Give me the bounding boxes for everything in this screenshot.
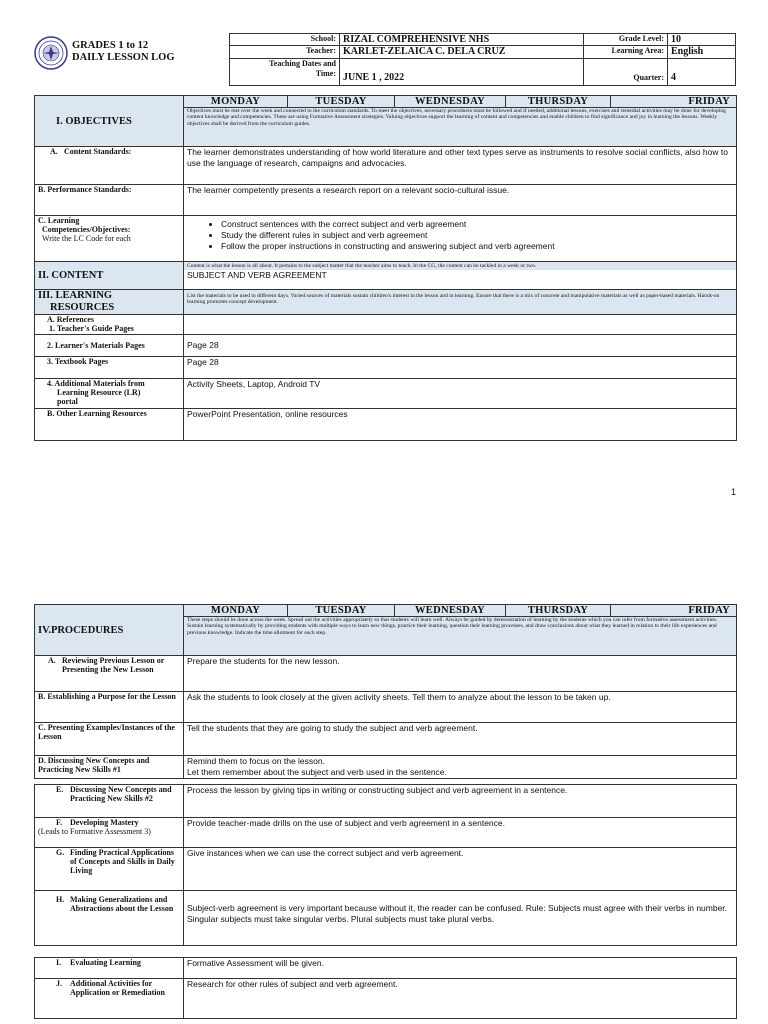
grade-value: 10 [668,34,736,46]
content-standards-label: A. Content Standards: [35,147,184,185]
area-value: English [668,46,736,59]
step-j-value: Research for other rules of subject and verb agreement. [184,979,737,1019]
competencies-list [184,216,737,262]
dates-value: JUNE 1 , 2022 [340,59,584,86]
form-title-line2: DAILY LESSON LOG [72,52,175,63]
day-tuesday: TUESDAY [288,605,395,617]
other-resources-value: PowerPoint Presentation, online resources [184,409,737,441]
step-h-label: H. Making Generalizations and Abstractions about the Lesson [35,891,184,946]
learners-materials-label: 2. Learner's Materials Pages [35,335,184,357]
additional-materials-value: Activity Sheets, Laptop, Android TV [184,379,737,409]
step-h-value: Subject-verb agreement is very important because without it, the reader can be confused. Rule: Subjects must agree with their verbs in number. Singular subjects must take singular verbs. Plural subjects must take plural verbs. [184,891,737,946]
teacher-label: Teacher: [230,46,340,59]
day-wednesday: WEDNESDAY [395,96,506,108]
procedures-heading: IV.PROCEDURES [35,605,184,656]
additional-materials-label: 4. Additional Materials from Learning Resource (LR) portal [35,379,184,409]
header-table [229,33,736,86]
references-label: A. References 1. Teacher's Guide Pages [35,315,184,335]
procedures-note: These steps should be done across the week. Spread out the activities appropriately so that students will learn well. Always be guided by demonstration of learning by the students which you can infer from formative assessment activities. Sustain learning systematically by providing students with multiple ways to learn new things, practice their learning, question their learning processes, and draw conclusions about what they learned in relation to their life experiences and previous knowledge. Indicate the time allotment for each step. [184,617,737,656]
quarter-label: Quarter: [584,59,668,86]
day-monday: MONDAY [184,96,288,108]
step-i-value: Formative Assessment will be given. [184,958,737,979]
step-c-value: Tell the students that they are going to study the subject and verb agreement. [184,723,737,756]
teacher-value: KARLET-ZELAICA C. DELA CRUZ [340,46,584,59]
textbook-value: Page 28 [184,357,737,379]
step-e-label: E. Discussing New Concepts and Practicing New Skills #2 [35,785,184,818]
competency-item: • Construct sentences with the correct subject and verb agreement [221,219,733,230]
step-g-label: G. Finding Practical Applications of Concepts and Skills in Daily Living [35,848,184,891]
step-d-label: D. Discussing New Concepts and Practicing New Skills #1 [35,756,184,779]
deped-seal [34,36,68,70]
step-f-label: F. Developing Mastery (Leads to Formative Assessment 3) [35,818,184,848]
form-title-line1: GRADES 1 to 12 [72,40,149,51]
resources-heading: III. LEARNING RESOURCES [35,290,184,315]
content-value: SUBJECT AND VERB AGREEMENT [187,270,327,281]
resources-note: List the materials to be used in different days. Varied sources of materials sustain children's interest in the lesson and in learning. Ensure that there is a mix of concrete and manipulative materials as well as paper-based materials. Hands-on learning promotes concept development. [184,290,737,315]
step-i-label: I. Evaluating Learning [35,958,184,979]
procedures-table [34,604,737,1019]
day-friday: FRIDAY [611,605,737,617]
day-monday: MONDAY [184,605,288,617]
step-b-value: Ask the students to look closely at the given activity sheets. Tell them to analyze about the lesson to be taken up. [184,692,737,723]
content-heading: II. CONTENT [35,262,184,290]
day-thursday: THURSDAY [506,605,611,617]
step-e-value: Process the lesson by giving tips in writing or constructing subject and verb agreement in a sentence. [184,785,737,818]
textbook-label: 3. Textbook Pages [35,357,184,379]
school-label: School: [230,34,340,46]
page-number: 1 [731,487,737,497]
area-label: Learning Area: [584,46,668,59]
objectives-table [34,95,737,441]
content-note: Content is what the lesson is all about. It pertains to the subject matter that the teacher aims to teach. In the CG, the content can be tackled in a week or two. [184,262,736,270]
content-cell [184,262,737,290]
day-friday: FRIDAY [611,96,737,108]
teachers-guide-value [184,315,737,335]
quarter-value: 4 [668,59,736,86]
learners-materials-value: Page 28 [184,335,737,357]
competencies-label: C. Learning Competencies/Objectives: Write the LC Code for each [35,216,184,262]
step-a-label: A. Reviewing Previous Lesson or Presenting the New Lesson [35,656,184,692]
school-value: RIZAL COMPREHENSIVE NHS [340,34,584,46]
step-d-value: Remind them to focus on the lesson. Let them remember about the subject and verb used in the sentence. [184,756,737,779]
performance-standards-value: The learner competently presents a research report on a relevant socio-cultural issue. [184,185,737,216]
competency-item: • Follow the proper instructions in constructing and answering subject and verb agreement [221,241,733,252]
day-wednesday: WEDNESDAY [395,605,506,617]
competency-item: • Study the different rules in subject and verb agreement [221,230,733,241]
performance-standards-label: B. Performance Standards: [35,185,184,216]
other-resources-label: B. Other Learning Resources [35,409,184,441]
content-standards-value: The learner demonstrates understanding of how world literature and other text types serve as instruments to resolve social conflicts, also how to use the language of research, campaigns and advocacies. [184,147,737,185]
objectives-heading: I. OBJECTIVES [35,96,184,147]
step-g-value: Give instances when we can use the correct subject and verb agreement. [184,848,737,891]
grade-label: Grade Level: [584,34,668,46]
dates-label: Teaching Dates and Time: [230,59,340,86]
step-c-label: C. Presenting Examples/Instances of the Lesson [35,723,184,756]
day-thursday: THURSDAY [506,96,611,108]
objectives-note: Objectives must be met over the week and connected to the curriculum standards. To meet the objectives, necessary procedures must be followed and if needed, additional lessons, exercises and remedial activities may be done for developing content knowledge and competencies. These are using Formative Assessment strategies. Valuing objectives support the learning of content and competencies and enable children to find significance and joy in learning the lessons. Weekly objectives shall be derived from the curriculum guides. [184,108,737,147]
step-f-value: Provide teacher-made drills on the use of subject and verb agreement in a sentence. [184,818,737,848]
step-a-value: Prepare the students for the new lesson. [184,656,737,692]
step-j-label: J. Additional Activities for Application or Remediation [35,979,184,1019]
day-tuesday: TUESDAY [288,96,395,108]
step-b-label: B. Establishing a Purpose for the Lesson [35,692,184,723]
